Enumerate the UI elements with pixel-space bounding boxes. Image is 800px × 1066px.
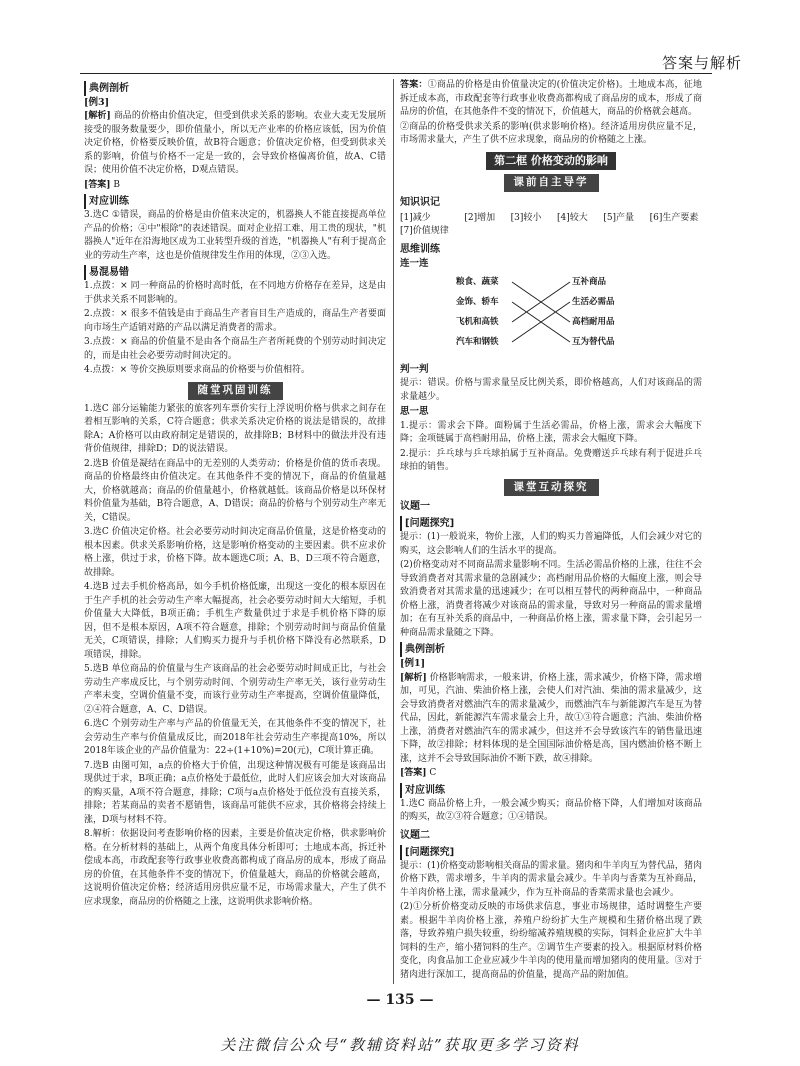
topic-1-title: 议题一 [400,501,430,513]
match-right-item: 互为替代品 [572,337,615,347]
judge-answer: 提示：错误。价格与需求量呈反比例关系，即价格越高，人们对该商品的需求量越少。 [400,378,702,402]
answer-4: 4.选B 过去手机价格高昂，如今手机价格低廉，出现这一变化的根本原因在于生产手机的社会劳动生产率大幅提高，社会必要劳动时间大大缩短，手机价值量大大降低，B项正确；手机生产数量供过于求是手机价格下降的原因，但不是根本原因，A项不符合题意，排除；个别劳动时间与商品价值量无关，C项错误，排除；人们购买力提升与手机价格下降没有必然联系，D项错误，排除。 [84,582,386,660]
knowledge-answer: [7]价值规律 [400,226,449,237]
match-right-item: 互补商品 [572,277,607,287]
example-1-label: [例1] [400,658,426,670]
answer-5: 5.选B 单位商品的价值量与生产该商品的社会必要劳动时间成正比，与社会劳动生产率成反比，与个别劳动时间、个别劳动生产率无关，该行业劳动生产率未变，空调价值量不变，而该行业劳动生产率提高，空调价值量降低，②④符合题意，A、C、D错误。 [84,664,386,715]
column-divider [393,79,394,984]
reflect-title: 思一思 [400,406,429,418]
answer-2: 2.选B 价值是凝结在商品中的无差别的人类劳动；价格是价值的货币表现。商品的价格最终由价值决定。在其他条件不变的情况下，商品的价值量越大，价格就越高；商品的价值量越小，价格就越低。该商品价格是以环保材料价值量为基础，B符合题意，A、D错误；商品的价格与个别劳动生产率无关，C错误。 [84,458,386,523]
topic-1-question-label: [问题探究] [400,516,702,531]
practice-q3: 3.选C ①错误，商品的价格是由价值来决定的，机器换人不能直接提高单位产品的价格；④中"根除"的表述错误。面对企业招工难、用工贵的现状，"机器换人"近年在沿海地区成为工业转型升级的首选，"机器换人"有利于提高企业的劳动生产率，这也是价值规律发生作用的体现，②③入选。 [84,210,386,261]
judge-title: 判一判 [400,364,429,375]
answer-1: 1.选C 部分运输能力紧张的旅客列车票价实行上浮说明价格与供求之间存在着相互影响的关系，C符合题意；供求关系决定价格的说法是错误的，故排除A；A价格可以由政府制定是错误的，故排除B；B材料中的做法并没有违背价值规律，排除D；D的说法错误。 [84,403,386,454]
footer-note: 关注微信公众号“教辅资料站”获取更多学习资料 [220,1036,580,1054]
example-3-answer: [答案] B [84,179,121,190]
section-practice: 对应训练 [84,194,386,209]
match-right-item: 高档耐用品 [572,317,615,327]
knowledge-answer: [3]较小 [510,212,542,223]
answer-8-point-1: 答案：①商品的价格是由价值量决定的(价值决定价格)。土地成本高，征地拆迁成本高，市政配套等行政事业收费高都构成了商品房的成本，形成了商品房的价值，在其他条件不变的情况下，价值越大，商品的价格就会越高。 [400,80,702,117]
confusable-3: 3.点拨：× 商品的价值量不是由各个商品生产者所耗费的个别劳动时间决定的，而是由社会必要劳动时间决定的。 [84,337,386,361]
knowledge-answer: [5]产量 [603,212,635,223]
confusable-2: 2.点拨：× 很多不值钱是由于商品生产者盲目生产造成的，商品生产者要面向市场生产适销对路的产品以满足消费者的需求。 [84,309,386,333]
match-left-item: 粮食、蔬菜 [456,277,499,287]
practice-2-q1: 1.选C 商品价格上升，一般会减少购买；商品价格下降，人们增加对该商品的购买，故②③符合题意；①④错误。 [400,798,702,822]
topic-2-answer-b: (2)①分析价格变动反映的市场供求信息，事业市场规律，适时调整生产要素。根据牛羊肉价格上涨，养殖户纷纷扩大生产规模和生猪价格出现了跌落，导致养殖户损失较重，纷纷缩减养殖规模的实际，饲料企业应扩大牛羊饲料的生产，缩小猪饲料的生产。②调节生产要素的投入。根据原材料价格变化，肉食品加工企业应减少牛羊肉的使用量而增加猪肉的使用量。③对于猪肉进行深加工，提高商品的价值量，提高产品的附加值。 [400,902,702,980]
matching-title: 连一连 [400,257,429,269]
banner-section-2: 第二框 价格变动的影响 [400,152,702,171]
knowledge-answer: [4]较大 [556,212,588,223]
answer-6: 6.选C 个别劳动生产率与产品的价值量无关，在其他条件不变的情况下，社会劳动生产率与价值量成反比，而2018年社会劳动生产率提高10%，所以2018年该企业的产品价值量为：22÷(1+10%)=20(元)，C项计算正确。 [84,719,386,756]
match-left-item: 汽车和钢铁 [456,337,499,347]
knowledge-title: 知识识记 [400,196,440,208]
topic-1-answer-a: 提示：(1)一般说来，物价上涨，人们的购买力普遍降低，人们会减少对它的购买，这会影响人们的生活水平的提高。 [400,532,702,556]
thinking-title: 思维训练 [400,243,440,255]
knowledge-answers [400,212,702,239]
section-typical-analysis: 典例剖析 [84,81,386,96]
confusable-1: 1.点拨：× 同一种商品的价格时高时低，在不同地方价格存在差异，这是由于供求关系不同影响的。 [84,281,386,305]
match-left-item: 飞机和高铁 [456,317,499,327]
confusable-4: 4.点拨：× 等价交换原则要求商品的价格要与价值相符。 [84,365,310,376]
topic-2-title: 议题二 [400,829,430,841]
banner-preview: 课前自主导学 [400,174,702,192]
knowledge-answer: [6]生产要素 [649,212,699,223]
header-rule [80,73,712,74]
reflect-2: 2.提示：乒乓球与乒乓球拍属于互补商品。免费赠送乒乓球有利于促进乒乓球拍的销售。 [400,448,702,472]
section-confusables: 易混易错 [84,265,386,280]
example-1-analysis: [解析] 价格影响需求，一般来讲，价格上涨，需求减少，价格下降，需求增加，可见，汽油、柴油价格上涨，会使人们对汽油、柴油的需求量减少，这会导致消费者对燃油汽车的需求量减少，而燃油汽车与新能源汽车是互为替代品，因此，新能源汽车需求量会上升，故①③符合题意；汽油、柴油价格上涨，消费者对燃油汽车的需求减少，但这并不会导致该汽车的销售量迅速下降，故②排除；材料体现的是全国国际油价格是高，国内燃油价格不断上涨，这并不会导致国际油价不断下跌，故④排除。 [400,672,702,764]
section-typical-analysis-2: 典例剖析 [400,642,702,657]
answer-8-point-2: ②商品的价格受供求关系的影响(供求影响价格)。经济适用房供应量不足，市场需求量大，产生了供不应求现象，商品房的价格随之上涨。 [400,121,702,145]
knowledge-answer: [1]减少 [400,212,431,223]
matching-diagram [404,274,644,360]
left-column [84,79,386,989]
example-1-answer: [答案] C [400,768,437,778]
example-3-label: [例3] [84,97,110,108]
topic-1-answer-b: (2)价格变动对不同商品需求量影响不同。生活必需品价格的上涨，往往不会导致消费者对其需求量的急剧减少；高档耐用品价格的大幅度上涨，则会导致消费者对其需求量的迅速减少；在可以相互替代的两种商品中，一种商品价格上涨，消费者将减少对该商品的需求量，导致对另一种商品的需求量增加；在有互补关系的商品中，一种商品价格上涨，需求量下降，会引起另一种商品需求量随之下降。 [400,560,702,638]
answer-7: 7.选B 由图可知，a点的价格大于价值，出现这种情况极有可能是该商品出现供过于求，B项正确；a点价格处于最低位，此时人们应该会加大对该商品的购买量，A项不符合题意，排除；C项与a点价格处于低位没有直接关系，排除；若某商品的卖者不愿销售，该商品可能供不应求，其价格将会持续上涨，D项与材料不符。 [84,760,386,825]
example-3-analysis: [解析] 商品的价格由价值决定，但受到供求关系的影响。农业大麦无发展所接受的服务数量要少，即价值量小，所以无产业率的价格应该低，因为价值决定价格，价格要反映价值，故B符合题意；价值决定价格，但受到供求关系的影响，价值与价格不一定是一致的，会导致价格偏离价值，故A、C错误；使用价值不决定价格，D观点错误。 [84,111,386,176]
right-column [400,79,702,989]
knowledge-answer: [2]增加 [464,212,496,223]
header-title: 答案与解析 [661,54,742,72]
page-number: — 135 — [366,992,434,1008]
answer-8: 8.解析：依据设问考查影响价格的因素，主要是价值决定价格，供求影响价格。在分析材料的基础上，从两个角度具体分析即可；土地成本高，拆迁补偿成本高，市政配套等行政事业收费高都构成了商品房的成本，形成了商品房的价值，在其他条件不变的情况下，价值量越大，商品的价格就会越高，这说明价值决定价格；经济适用房供应量不足，市场需求量大，产生了供不应求现象，商品房的价格随之上涨，这说明供求影响价格。 [84,829,386,907]
reflect-1: 1.提示：需求会下降。面粉属于生活必需品，价格上涨，需求会大幅度下降；金项链属于高档耐用品，价格上涨，需求会大幅度下降。 [400,420,702,444]
banner-classroom: 课堂互动探究 [400,479,702,497]
topic-2-question-label: [问题探究] [400,845,702,860]
topic-2-answer-a: 提示：(1)价格变动影响相关商品的需求量。猪肉和牛羊肉互为替代品，猪肉价格下跌，需求增多，牛羊肉的需求量会减少。牛羊肉与香菜为互补商品，牛羊肉价格上涨，需求量减少，作为互补商品的香菜需求量也会减少。 [400,860,702,898]
section-practice-2: 对应训练 [400,783,702,798]
match-right-item: 生活必需品 [572,297,615,307]
match-left-item: 金饰、轿车 [456,297,499,307]
answer-3: 3.选C 价值决定价格。社会必要劳动时间决定商品价值量，这是价格变动的根本因素。供求关系影响价格，这是影响价格变动的主要因素。供不应求价格上涨，供过于求，价格下降。故本题选C项；A、B、D三项不符合题意，故排除。 [84,527,386,578]
banner-practice: 随堂巩固训练 [84,382,386,400]
